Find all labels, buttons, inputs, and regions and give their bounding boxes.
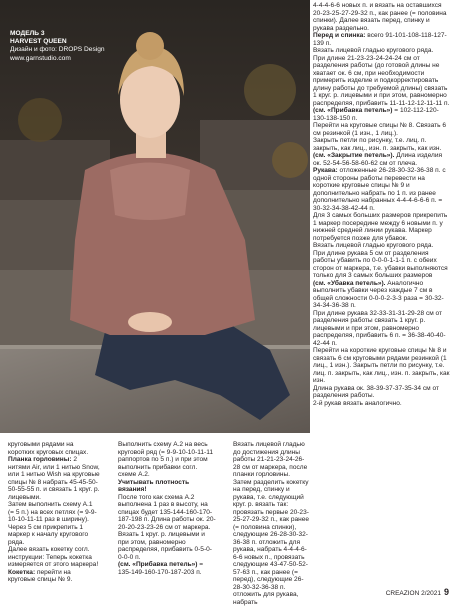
paragraph-text: Вязать лицевой гладью кругового ряда. (313, 242, 433, 249)
paragraph-text: 4-4-4-6-6 новых п. и вязать на оставшихся 20-23-25-27-29-32 п., как ранее (= половина спинки). Далее вязать перед, спинку и рукава раздельно. (313, 2, 447, 32)
paragraph-text: Закрыть петли по рисунку, т.е. лиц. п. закрыть, как лиц., изн. п. закрыть, как изн. (313, 137, 441, 152)
paragraph (313, 32, 450, 47)
paragraph-text: перейти на круговые спицы № 9. (8, 569, 72, 584)
paragraph-text: Далее вязать кокетку согл. инструкции: Теперь кокетка измеряется от этого маркера! (8, 546, 98, 568)
paragraph-heading: Планка горловины: (8, 456, 72, 463)
paragraph (118, 561, 216, 576)
paragraph (8, 441, 100, 456)
paragraph-text: = 135-149-160-170-187-203 п. (118, 561, 203, 576)
paragraph (313, 250, 450, 280)
paragraph (313, 152, 450, 167)
paragraph-text: При длине рукава 5 см от разделения работы убавить по 0-0-0-1-1-1 п. с обеих сторон от маркера, т.е. убавки выполняются только для 3 самых больших размеров (313, 250, 448, 280)
paragraph-text: Длина рукава ок. 38-39-37-37-35-34 см от разделения работы. (313, 385, 439, 400)
paragraph-heading: Учитывать плотность вязания! (118, 479, 189, 494)
text-column-right (313, 2, 450, 590)
text-column-3 (233, 441, 309, 589)
paragraph (313, 47, 450, 55)
paragraph (233, 441, 309, 479)
paragraph-text: = 102-112-120-130-138-150 п. (313, 107, 439, 122)
paragraph (118, 531, 216, 561)
paragraph-text: Аналогично выполнить убавки через каждые 7 см в общей сложности 0-0-0-2-3-3 раза = 30-32-34-34-36-38 п. (313, 280, 444, 310)
paragraph (313, 385, 450, 400)
paragraph (8, 456, 100, 501)
paragraph (313, 280, 450, 310)
paragraph-text: При длине 21-23-23-24-24-24 см от разделения работы (до готовой длины не хватает ок. 6 см, при необходимости примерить изделие и подкорректировать длину работы до требуемой длины) связать 1 круг. р. лицевыми и при этом, равномерно распределяя, прибавить 11-11-12-12-11-11 п. (313, 55, 449, 107)
page-footer (386, 587, 449, 597)
paragraph-heading: Перед и спинка: (313, 32, 365, 39)
paragraph (313, 242, 450, 250)
paragraph (8, 524, 100, 547)
paragraph-text: Выполнить схему А.2 на весь круговой ряд (= 9-9-10-10-11-11 раппортов по 5 п.) и при этом выполнить прибавки согл. схеме А.2. (118, 441, 213, 478)
website: www.garnstudio.com (10, 55, 210, 63)
paragraph (313, 347, 450, 385)
paragraph (233, 479, 309, 606)
text-column-2 (118, 441, 216, 589)
paragraph-text: 2 нитями Air, или 1 нитью Snow, или 1 нитью Wish на круговые спицы № 8 набрать 45-45-50-50-55-55 п. и связать 1 круг. р. лицевыми. (8, 456, 100, 501)
paragraph-text: После того как схема А.2 выполнена 1 раз в высоту, на спицах будет 135-144-160-170-187-198 п. Длина работы ок. 20-20-20-23-23-26 см от маркера. (118, 494, 216, 531)
page-number: 9 (444, 587, 449, 597)
paragraph (313, 2, 450, 32)
paragraph-text: Для 3 самых больших размеров прикрепить 1 маркер посередине между 6 новыми п. у нижней средней линии рукава. Маркер потребуется позже для убавок. (313, 212, 447, 242)
paragraph (8, 569, 100, 584)
model-name: HARVEST QUEEN (10, 38, 210, 46)
paragraph-text: Перейти на круговые спицы № 8. Связать 6 см резинкой (1 изн., 1 лиц.). (313, 122, 446, 137)
paragraph-text: Длина изделия ок. 52-54-56-58-60-62 см от плеча. (313, 152, 442, 167)
paragraph (313, 107, 450, 122)
paragraph (313, 167, 450, 212)
paragraph (313, 310, 450, 348)
paragraph-heading: (см. «Закрытие петель»). (313, 152, 394, 159)
paragraph-heading: (см. «Убавка петель»). (313, 280, 385, 287)
paragraph (118, 494, 216, 532)
paragraph-text: Вязать 1 круг. р. лицевыми и при этом, равномерно распределяя, прибавить 0-5-0-0-0-0 п. (118, 531, 212, 561)
paragraph (313, 137, 450, 152)
photo-caption (10, 30, 210, 63)
paragraph-heading: Рукава: (313, 167, 338, 174)
paragraph-text: 2-й рукав вязать аналогично. (313, 400, 402, 407)
design-credits: Дизайн и фото: DROPS Design (10, 46, 210, 54)
paragraph (118, 441, 216, 479)
paragraph-text: Через 5 см прикрепить 1 маркер к началу кругового ряда. (8, 524, 88, 546)
paragraph-text: Затем разделить кокетку на перед, спинку и рукава, т.е. следующий круг. р. вязать так: провязать первые 20-23-25-27-29-32 п., как ранее (= половина спинки), следующие 26-28-30-32-36-38 п. отложить для рукава, набрать 4-4-4-6-6-6 новых п., провязать следующие 43-47-50-52-57-63 п., как ранее (= перед), следующие 26-28-30-32-36-38 п. отложить для рукава, набрать (233, 479, 309, 606)
model-photo (0, 0, 310, 433)
model-number: МОДЕЛЬ 3 (10, 30, 210, 38)
text-column-1 (8, 441, 100, 589)
paragraph (313, 400, 450, 408)
paragraph-text: Вязать лицевой гладью до достижения длины работы 21-21-23-24-26-28 см от маркера, после планки горловины. (233, 441, 307, 478)
paragraph-heading: (см. «Прибавка петель») (313, 107, 392, 114)
paragraph-text: Вязать лицевой гладью кругового ряда. (313, 47, 433, 54)
paragraph (313, 212, 450, 242)
paragraph (8, 501, 100, 524)
paragraph-text: При длине рукава 32-33-31-31-29-28 см от разделения работы связать 1 круг. р. лицевыми и при этом, равномерно распределяя, прибавить 6 п. = 36-38-40-40-42-44 п. (313, 310, 446, 347)
paragraph-heading: Кокетка: (8, 569, 35, 576)
journal-issue: CREAZION 2/2021 (386, 590, 441, 597)
photo-illustration (0, 0, 310, 433)
paragraph-text: всего 91-101-108-118-127-139 п. (313, 32, 447, 47)
paragraph (118, 479, 216, 494)
paragraph (313, 55, 450, 108)
paragraph-heading: (см. «Прибавка петель») (118, 561, 197, 568)
paragraph-text: Перейти на короткие круговые спицы № 8 и связать 6 см круговыми рядами резинкой (1 лиц., 1 изн.). Закрыть петли по рисунку, т.е. лиц. п. закрыть, как лиц., изн. п. закрыть, как изн. (313, 347, 449, 384)
paragraph-text: отложенные 26-28-30-32-36-38 п. с одной стороны работы перевести на короткие круговые спицы № 9 и дополнительно набрать по 1 п. из ранее дополнительно набранных 4-4-4-6-6-6 п. = 30-32-34-38-42-44 п. (313, 167, 446, 212)
paragraph-text: круговыми рядами на коротких круговых спицах. (8, 441, 88, 456)
paragraph-text: Затем выполнить схему А.1 (= 5 п.) на всех петлях (= 9-9-10-10-11-11 раз в ширину). (8, 501, 97, 523)
paragraph (8, 546, 100, 569)
paragraph (313, 122, 450, 137)
